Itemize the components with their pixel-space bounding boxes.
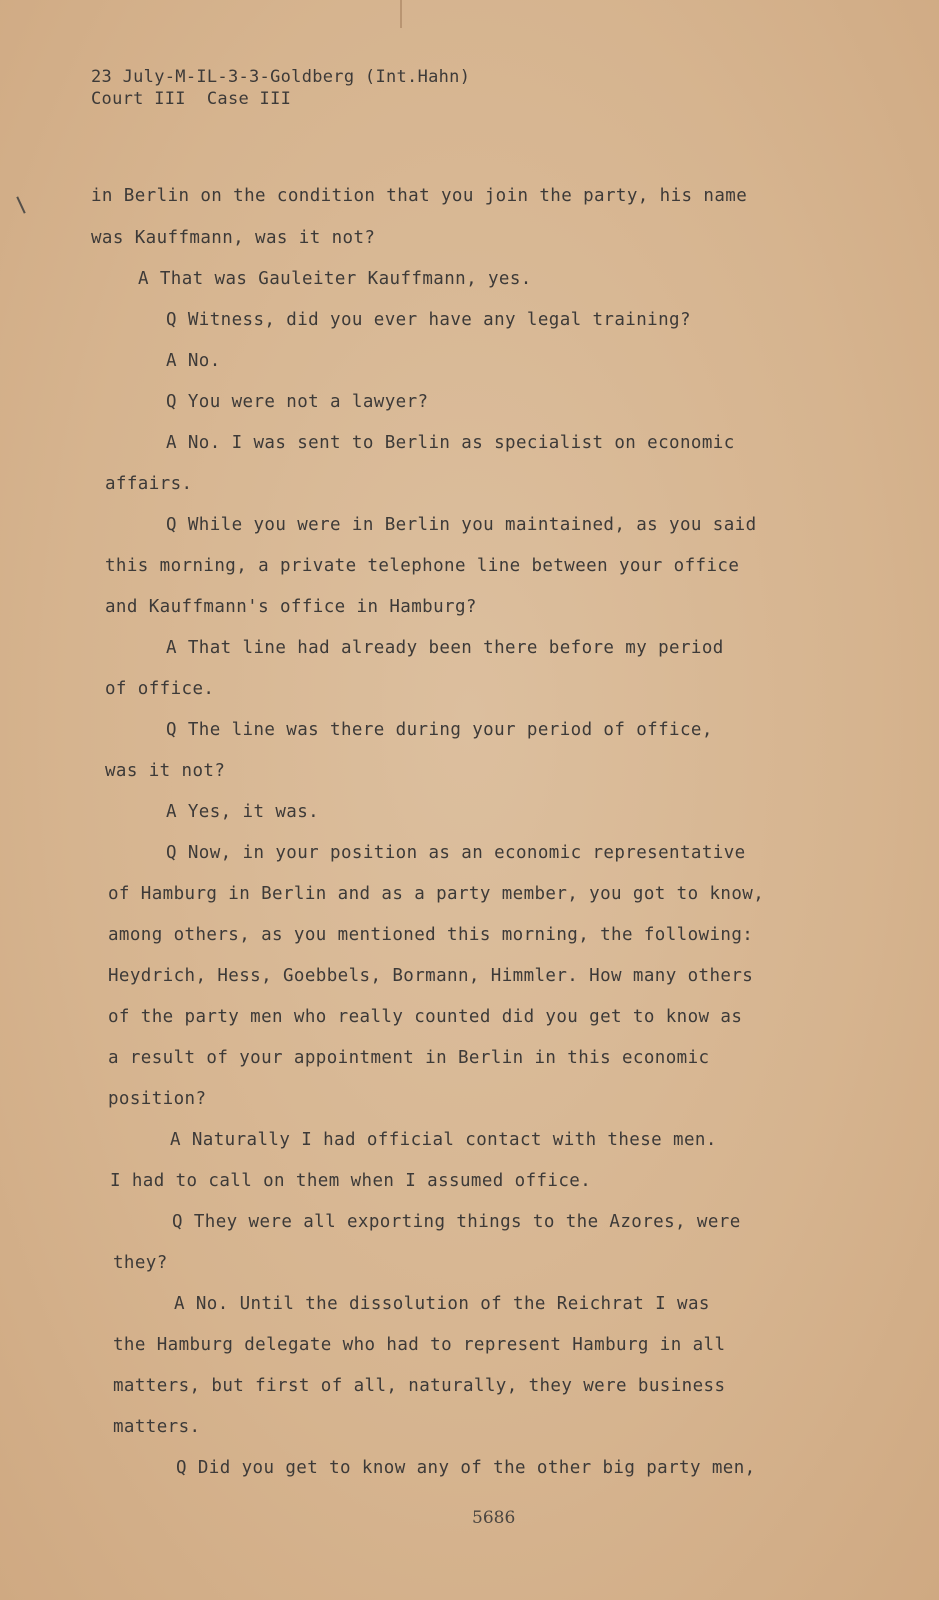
transcript-line: A No. I was sent to Berlin as specialist on economic	[166, 433, 735, 453]
transcript-line: was it not?	[105, 761, 226, 781]
document-header	[91, 66, 470, 110]
transcript-line: Q Witness, did you ever have any legal training?	[166, 310, 691, 330]
transcript-line: A No. Until the dissolution of the Reichrat I was	[174, 1294, 710, 1314]
transcript-line: position?	[108, 1089, 207, 1109]
transcript-line: the Hamburg delegate who had to represent Hamburg in all	[113, 1335, 726, 1355]
page-number: 5686	[472, 1508, 516, 1528]
transcript-line: A That line had already been there before my period	[166, 638, 724, 658]
transcript-line: A No.	[166, 351, 221, 371]
transcript-line: Q Now, in your position as an economic representative	[166, 843, 746, 863]
transcript-line: a result of your appointment in Berlin in this economic	[108, 1048, 710, 1068]
transcript-line: I had to call on them when I assumed office.	[110, 1171, 592, 1191]
paper-fold-mark	[400, 0, 402, 28]
transcript-line: Q The line was there during your period of office,	[166, 720, 713, 740]
transcript-line: of the party men who really counted did you get to know as	[108, 1007, 743, 1027]
transcript-line: affairs.	[105, 474, 193, 494]
transcript-line: A Yes, it was.	[166, 802, 320, 822]
transcript-line: of office.	[105, 679, 215, 699]
transcript-line: Q Did you get to know any of the other big party men,	[176, 1458, 756, 1478]
transcript-line: Q They were all exporting things to the Azores, were	[172, 1212, 741, 1232]
transcript-line: was Kauffmann, was it not?	[91, 228, 376, 248]
transcript-line: Q You were not a lawyer?	[166, 392, 429, 412]
transcript-line: and Kauffmann's office in Hamburg?	[105, 597, 477, 617]
transcript-line: among others, as you mentioned this morning, the following:	[108, 925, 754, 945]
header-line-2: Court III Case III	[91, 89, 292, 109]
transcript-line: matters.	[113, 1417, 201, 1437]
transcript-line: this morning, a private telephone line between your office	[105, 556, 740, 576]
header-line-1: 23 July-M-IL-3-3-Goldberg (Int.Hahn)	[91, 67, 471, 87]
transcript-line: matters, but first of all, naturally, they were business	[113, 1376, 726, 1396]
transcript-line: A Naturally I had official contact with these men.	[170, 1130, 717, 1150]
transcript-line: Heydrich, Hess, Goebbels, Bormann, Himmler. How many others	[108, 966, 754, 986]
transcript-line: Q While you were in Berlin you maintained, as you said	[166, 515, 757, 535]
transcript-line: in Berlin on the condition that you join the party, his name	[91, 186, 748, 206]
transcript-line: A That was Gauleiter Kauffmann, yes.	[138, 269, 532, 289]
transcript-line: they?	[113, 1253, 168, 1273]
margin-tick-mark	[16, 196, 25, 213]
transcript-line: of Hamburg in Berlin and as a party member, you got to know,	[108, 884, 765, 904]
